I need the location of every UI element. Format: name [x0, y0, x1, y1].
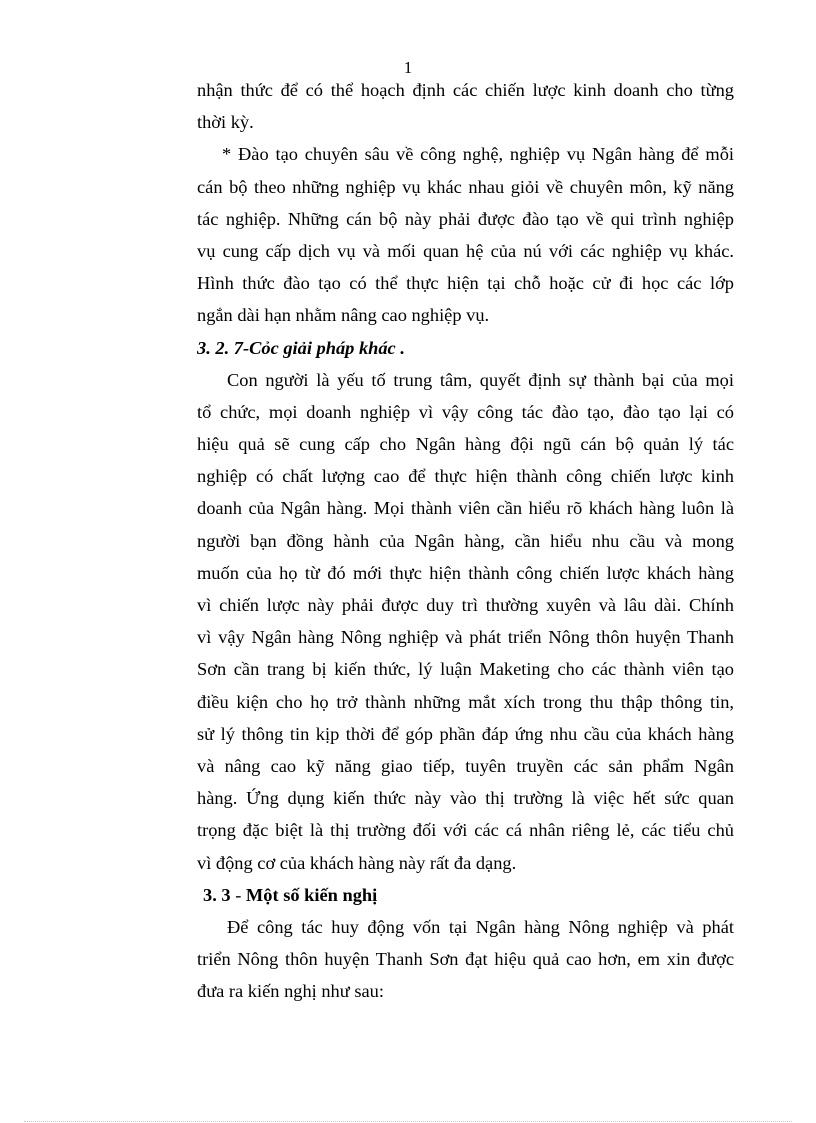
text-line: hiệu quả sẽ cung cấp cho Ngân hàng đội ngũ cán bộ quản lý tác	[197, 434, 734, 455]
text-line: muốn của họ từ đó mới thực hiện thành công chiến lược khách hàng	[197, 562, 734, 583]
page-number: 1	[403, 58, 413, 77]
paragraph	[197, 138, 734, 331]
text-line: ngắn dài hạn nhằm nâng cao nghiệp vụ.	[197, 305, 490, 326]
text-line: sử lý thông tin kịp thời để góp phần đáp ứng nhu cầu của khách hàng	[197, 723, 734, 744]
heading-text: Một số kiến nghị	[245, 884, 378, 905]
text-line: tác nghiệp. Những cán bộ này phải được đào tạo về qui trình nghiệp	[197, 208, 734, 229]
text-line: nhận thức để có thể hoạch định các chiến lược kinh doanh cho từng	[197, 80, 734, 100]
text-line: người bạn đồng hành của Ngân hàng, cần hiểu nhu cầu và mong	[197, 530, 734, 551]
text-line: Sơn cần trang bị kiến thức, lý luận Maketing cho các thành viên tạo	[197, 659, 734, 680]
section-heading: 3. 2. 7-Cỏc giải pháp khác .	[197, 337, 405, 358]
paragraph	[197, 74, 734, 138]
text-line: và nâng cao kỹ năng giao tiếp, tuyên truyền các sản phẩm Ngân	[197, 755, 734, 776]
text-line: vì vậy Ngân hàng Nông nghiệp và phát triển Nông thôn huyện Thanh	[197, 627, 734, 648]
text-line: * Đào tạo chuyên sâu về công nghệ, nghiệp vụ Ngân hàng để mỗi	[222, 144, 734, 165]
text-line: triển Nông thôn huyện Thanh Sơn đạt hiệu quả cao hơn, em xin được	[197, 949, 734, 970]
text-line: vụ cung cấp dịch vụ và mối quan hệ của nú với các nghiệp vụ khác.	[197, 240, 734, 261]
text-line: tổ chức, mọi doanh nghiệp vì vậy công tác đào tạo, đào tạo lại có	[197, 401, 734, 422]
text-line: đưa ra kiến nghị như sau:	[197, 981, 384, 1002]
text-line: hàng. Ứng dụng kiến thức này vào thị trường là việc hết sức quan	[197, 788, 734, 809]
text-line: điều kiện cho họ trở thành những mắt xích trong thu thập thông tin,	[197, 691, 734, 712]
section-heading	[197, 879, 734, 911]
heading-separator: -	[230, 884, 246, 905]
page-bottom-divider	[24, 1121, 792, 1122]
text-line: Con người là yếu tố trung tâm, quyết định sự thành bại của mọi	[227, 369, 734, 390]
text-line: nghiệp có chất lượng cao để thực hiện thành công chiến lược kinh	[197, 466, 734, 487]
text-line: vì chiến lược này phải được duy trì thường xuyên và lâu dài. Chính	[197, 595, 734, 615]
text-line: trọng đặc biệt là thị trường đối với các cá nhân riêng lẻ, các tiểu chủ	[197, 820, 734, 841]
text-line: thời kỳ.	[197, 112, 254, 133]
heading-number: 3. 3	[203, 884, 231, 905]
text-line: cán bộ theo những nghiệp vụ khác nhau giỏi về chuyên môn, kỹ năng	[197, 176, 734, 197]
text-line: doanh của Ngân hàng. Mọi thành viên cần hiểu rõ khách hàng luôn là	[197, 498, 734, 519]
text-line: Hình thức đào tạo có thể thực hiện tại chỗ hoặc cử đi học các lớp	[197, 273, 734, 294]
document-body	[197, 74, 734, 1007]
text-line: vì động cơ của khách hàng này rất đa dạng.	[197, 852, 517, 873]
text-line: Để công tác huy động vốn tại Ngân hàng Nông nghiệp và phát	[227, 916, 734, 937]
paragraph	[197, 364, 734, 879]
paragraph	[197, 911, 734, 1008]
